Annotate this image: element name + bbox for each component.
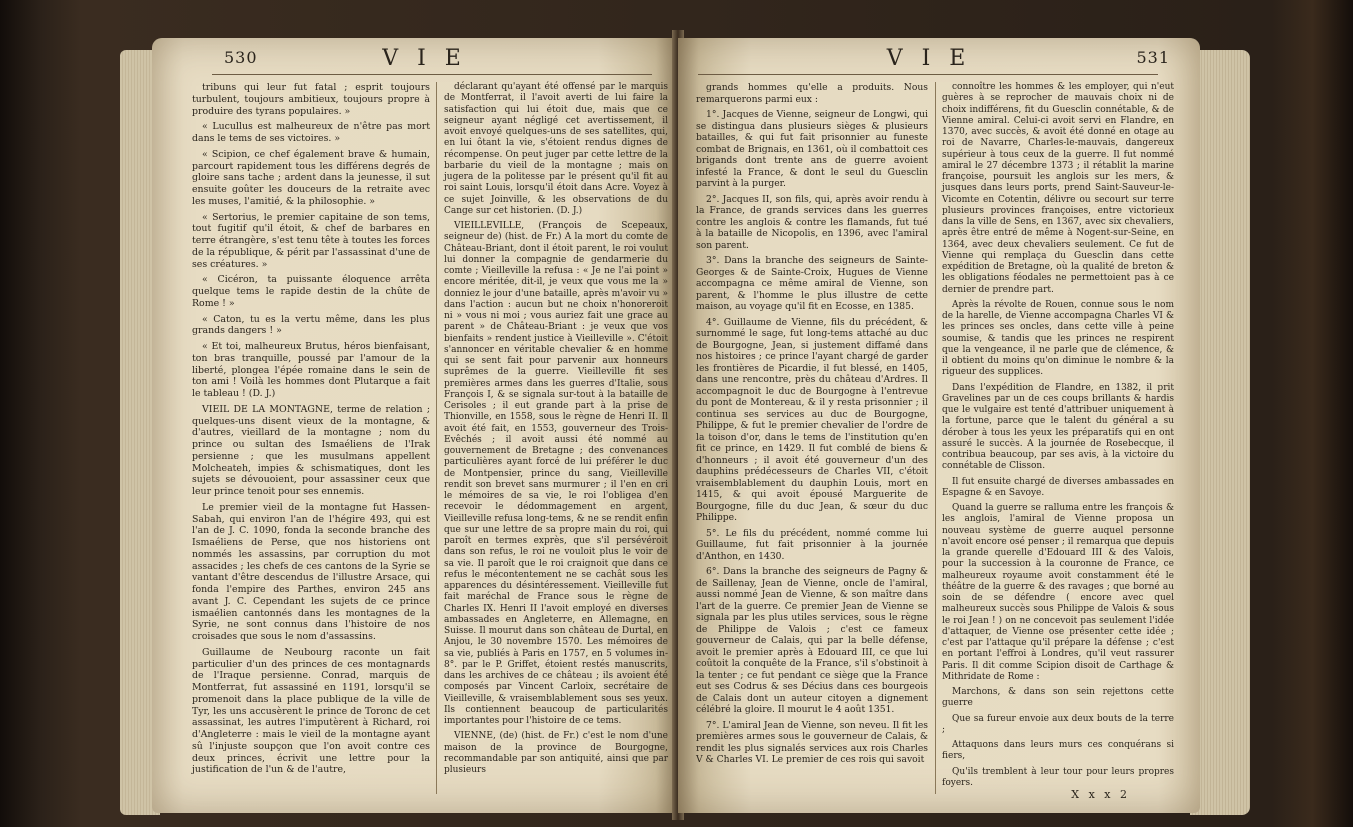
- paragraph: 1°. Jacques de Vienne, seigneur de Longwi, qui se distingua dans plusieurs sièges & plusieurs batailles, & qui fut fait prisonnier au funeste combat de Brignais, en 1361, où il combattoit ces brigands dont trente ans de guerre avoient infesté la France, & dont le seul du Guesclin parvint à la purger.: [696, 109, 928, 189]
- right-column-2: [942, 82, 1174, 793]
- paragraph: 5°. Le fils du précédent, nommé comme lui Guillaume, fut fait prisonnier à la journée d'Anthon, en 1430.: [696, 527, 928, 562]
- paragraph: 7°. L'amiral Jean de Vienne, son neveu. Il fit les premières armes sous le gouverneur de Calais, & rendit les plus signalés services aux rois Charles V & Charles VI. Le premier de ces rois qui savoit: [696, 719, 928, 765]
- left-header-rule: [212, 74, 652, 75]
- paragraph: 3°. Dans la branche des seigneurs de Sainte-Georges & de Sainte-Croix, Hugues de Vienne accompagna ce même amiral de Vienne, son parent, & l'homme le plus illustre de cette maison, au voyage qu'il fit en Ecosse, en 1385.: [696, 255, 928, 312]
- paragraph: Le premier vieil de la montagne fut Hassen-Sabah, qui environ l'an de l'hégire 493, qui est l'an de J. C. 1090, fonda la seconde branche des Ismaéliens de Perse, que nos historiens ont nommés les assassins, par corruption du mot assacides ; les chefs de ces cantons de la Syrie se vantant d'être descendus de l'illustre Arsace, qui fonda l'empire des Parthes, environ 245 ans avant J. C. Cependant les sujets de ce prince ismaélien cantonnés dans les montagnes de la Syrie, ne sont connus dans l'histoire de nos croisades que sous le nom d'assassins.: [192, 501, 430, 642]
- paragraph: « Et toi, malheureux Brutus, héros bienfaisant, ton bras tranquille, poussé par l'amour de la liberté, plongea l'épée romaine dans le sein de ton ami ! Voilà les hommes dont Plutarque a fait le tableau ! (D. J.): [192, 341, 430, 399]
- right-page-number: 531: [1136, 48, 1170, 67]
- paragraph: connoître les hommes & les employer, qui n'eut guères à se reprocher de mauvais choix ni de choix indifférens, fit du Guesclin connétable, & de Vienne amiral. Celui-ci avoit servi en Flandre, en 1370, avec succès, & avoit été donné en otage au roi de Navarre, Charles-le-mauvais, dangereux supérieur à tous ceux de la guerre. Il fut nommé amiral le 27 décembre 1373 ; il rétablit la marine françoise, poursuit les anglois sur les mers, & jusques dans leurs ports, prend Saint-Sauveur-le-Vicomte en Cotentin, délivre ou secourt sur terre plusieurs provinces françoises, entre victorieux dans la ville de Sens, en 1367, avec six chevaliers, après être entré de même à Nogent-sur-Seine, en 1364, avec deux chevaliers seulement. Ce fut de Vienne qui remplaça du Guesclin dans cette expédition de Bretagne, où la qualité de breton & les obligations féodales ne permettoient pas à ce dernier de prendre part.: [942, 82, 1174, 295]
- paragraph: Qu'ils tremblent à leur tour pour leurs propres foyers.: [942, 766, 1174, 788]
- signature-mark: X x x 2: [1071, 788, 1130, 801]
- paragraph: VIEILLEVILLE, (François de Scepeaux, seigneur de) (hist. de Fr.) A la mort du comte de Château-Briant, dont il étoit parent, le roi voulut lui donner la compagnie de gendarmerie du comte ; Vieilleville la refusa : « Je ne l'ai point » encore méritée, dit-il, je veux que vous me la » donniez le jour d'une bataille, après m'avoir vu » dans l'action : aucun but ne choix n'honoreroit ni » vous ni moi ; vous auriez fait une grace au parent » de Château-Briant : je veux que vos bienfaits » rendent justice à Vieilleville ». C'étoit s'annoncer en véritable chevalier & en homme qui se sent fait pour parvenir aux honneurs suprêmes de la guerre. Vieilleville fit ses premières armes dans les guerres d'Italie, sous François I, & se signala sur-tout à la bataille de Cerisoles ; il eut grande part à la prise de Thionville, en 1558, sous le règne de Henri II. Il avoit été fait, en 1553, gouverneur des Trois-Evêchés ; il avoit aussi été nommé au gouvernement de Bretagne ; des convenances particulières ayant forcé de lui préférer le duc de Montpensier, prince du sang, Vieilleville rendit son brevet sans murmurer ; il l'en en cri le mémoires de sa vie, le roi l'obligea d'en recevoir le dédommagement en argent, Vieilleville refusa long-tems, & ne se rendit enfin que sur une lettre de sa propre main du roi, qui paroît en termes exprès, que s'il persévéroit dans son refus, le roi ne vouloit plus le voir de sa vie. Il paroît que le roi craignoit que dans ce refus le mécontentement ne se cachât sous les apparences du désintéressement. Vieilleville fut fait maréchal de France sous le règne de Charles IX. Henri II l'avoit employé en diverses ambassades en Angleterre, en Allemagne, en Suisse. Il mourut dans son château de Durtal, en Anjou, le 30 novembre 1570. Les mémoires de sa vie, publiés à Paris en 1757, en 5 volumes in-8°. par le P. Griffet, étoient restés manuscrits, dans les archives de ce château ; ils avoient été composés par Vincent Carloix, secrétaire de Vieilleville, & vraisemblablement sous ses yeux. Ils contiennent beaucoup de particularités importantes pour l'histoire de ce tems.: [444, 221, 668, 726]
- paragraph: Après la révolte de Rouen, connue sous le nom de la harelle, de Vienne accompagna Charles VI & les princes ses oncles, dans cette ville à peine soumise, & tandis que les princes ne respirent que la vengeance, il ne parle que de clémence, & il obtient du moins qu'on diminue le nombre & la rigueur des supplices.: [942, 299, 1174, 378]
- paragraph: Marchons, & dans son sein rejettons cette guerre: [942, 687, 1174, 709]
- paragraph: VIENNE, (de) (hist. de Fr.) c'est le nom d'une maison de la province de Bourgogne, recommandable par son antiquité, ainsi que par plusieurs: [444, 731, 668, 775]
- paragraph: 4°. Guillaume de Vienne, fils du précédent, & surnommé le sage, fut long-tems attaché au duc de Bourgogne, Jean, si justement diffamé dans nos histoires ; ce prince l'ayant chargé de garder les frontières de Picardie, il fut blessé, en 1405, dans une rencontre, près du château d'Ardres. Il accompagnoit le duc de Bourgogne à l'entrevue du pont de Montereau, & il y resta prisonnier ; il continua ses services au duc de Bourgogne, Philippe, & fut le premier chevalier de l'ordre de la toison d'or, dans le tems de l'institution qu'en fit ce prince, en 1429. Il fut comblé de biens & d'honneurs ; il avoit été gouverneur d'un des dauphins prédécesseurs de Charles VII, c'étoit vraisemblablement du dauphin Louis, mort en 1415, & qui avoit épousé Marguerite de Bourgogne, fille du duc Jean, & sœur du duc Philippe.: [696, 316, 928, 523]
- paragraph: grands hommes qu'elle a produits. Nous remarquerons parmi eux :: [696, 82, 928, 105]
- paragraph: « Sertorius, le premier capitaine de son tems, tout fugitif qu'il étoit, & chef de barbares en terre étrangère, s'est tenu tête à toutes les forces de la république, & périt par l'assassinat d'une de ses créatures. »: [192, 211, 430, 270]
- right-column-1: [696, 82, 928, 770]
- paragraph: « Cicéron, ta puissante éloquence arrêta quelque tems le rapide destin de la chûte de Rome ! »: [192, 274, 430, 309]
- right-running-head: V I E: [886, 46, 972, 71]
- paragraph: « Caton, tu es la vertu même, dans les plus grands dangers ! »: [192, 313, 430, 337]
- right-header-rule: [698, 74, 1158, 75]
- right-page: [678, 38, 1200, 813]
- left-column-divider: [436, 82, 437, 794]
- paragraph: 2°. Jacques II, son fils, qui, après avoir rendu à la France, de grands services dans les guerres contre les anglois & contre les flamands, fut tué à la bataille de Nicopolis, en 1396, avec l'amiral son parent.: [696, 193, 928, 251]
- paragraph: déclarant qu'ayant été offensé par le marquis de Montferrat, il l'avoit averti de lui faire la satisfaction qui lui étoit due, mais que ce seigneur ayant négligé cet avertissement, il avoit envoyé quelques-uns de ses satellites, qui, en lui ôtant la vie, s'étoient rendus dignes de récompense. On peut juger par cette lettre de la barbarie du vieil de la montagne ; mais on jugera de la politesse par le présent qu'il fit au roi saint Louis, lorsqu'il étoit dans Acre. Voyez à ce sujet Joinville, & les observations de du Cange sur cet historien. (D. J.): [444, 82, 668, 216]
- paragraph: « Lucullus est malheureux de n'être pas mort dans le tems de ses victoires. »: [192, 121, 430, 144]
- left-page: [152, 38, 677, 813]
- paragraph: 6°. Dans la branche des seigneurs de Pagny & de Saillenay, Jean de Vienne, oncle de l'amiral, aussi nommé Jean de Vienne, & son maître dans l'art de la guerre. Ce premier Jean de Vienne se signala par les plus utiles services, sous le règne de Philippe de Valois ; c'est ce fameux gouverneur de Calais, qui par la belle défense, avoit le premier après à Edouard III, ce que lui coûtoit la conquête de la France, s'il s'obstinoit à la tenter ; ce fut pendant ce siège que la France eut ses Codrus & ses Décius dans ces bourgeois de Calais dont un auteur citoyen a dignement célébré la gloire. Il mourut le 4 août 1351.: [696, 566, 928, 715]
- left-column-2: [444, 82, 668, 780]
- paragraph: Que sa fureur envoie aux deux bouts de la terre ;: [942, 713, 1174, 735]
- left-column-1: [192, 82, 430, 780]
- paragraph: « Scipion, ce chef également brave & humain, parcourt rapidement tous les différens degrés de gloire sans tache ; ardent dans la jeunesse, il sut ensuite goûter les douceurs de la retraite avec les muses, l'amitié, & la philosophie. »: [192, 148, 430, 207]
- right-column-divider: [935, 82, 936, 794]
- paragraph: Guillaume de Neubourg raconte un fait particulier d'un des princes de ces montagnards de l'Iraque persienne. Conrad, marquis de Montferrat, fut assassiné en 1191, lorsqu'il se promenoit dans la place publique de la ville de Tyr, les uns accusèrent le prince de Toronc de cet assassinat, les autres l'imputèrent à Richard, roi d'Angleterre : mais le vieil de la montagne ayant sû l'injuste soupçon que l'on avoit contre ces deux princes, écrivit une lettre pour la justification de l'un & de l'autre,: [192, 646, 430, 776]
- paragraph: VIEIL DE LA MONTAGNE, terme de relation ; quelques-uns disent vieux de la montagne, & d'autres, vieillard de la montagne ; nom du prince ou sultan des Ismaéliens de l'Irak persienne ; que les musulmans appellent Molcheateh, impies & schismatiques, dont les sujets se dévouoient, pour assassiner ceux que leur prince tenoit pour ses ennemis.: [192, 403, 430, 497]
- paragraph: Attaquons dans leurs murs ces conquérans si fiers,: [942, 740, 1174, 762]
- paragraph: Il fut ensuite chargé de diverses ambassades en Espagne & en Savoye.: [942, 476, 1174, 498]
- left-page-number: 530: [224, 48, 258, 67]
- paragraph: tribuns qui leur fut fatal ; esprit toujours turbulent, toujours ambitieux, toujours propre à produire des tyrans populaires. »: [192, 82, 430, 117]
- paragraph: Dans l'expédition de Flandre, en 1382, il prit Gravelines par un de ces coups brillants & hardis que le vulgaire est tenté d'attribuer uniquement à la fortune, parce que le talent du général a su dérober à tous les yeux les préparatifs qui en ont assuré le succès. A la journée de Rosebecque, il contribua beaucoup, par ses avis, à la victoire du connétable de Clisson.: [942, 382, 1174, 472]
- paragraph: Quand la guerre se ralluma entre les françois & les anglois, l'amiral de Vienne proposa un nouveau système de guerre auquel personne n'avoit encore osé penser ; il remarqua que depuis la grande querelle d'Edouard III & des Valois, pour la succession à la couronne de France, ce malheureux royaume avoit constamment été le théâtre de la guerre & des ravages ; que borné au soin de se défendre ( encore avec quel malheureux succès sous Philippe de Valois & sous le roi Jean ! ) on ne concevoit pas seulement l'idée d'attaquer, de Vienne ose présenter cette idée ; c'est par l'attaque qu'il prépare la défense ; c'est en portant l'effroi à Londres, qu'il veut rassurer Paris. Il dit comme Scipion disoit de Carthage & Mithridate de Rome :: [942, 503, 1174, 682]
- left-running-head: V I E: [382, 46, 467, 71]
